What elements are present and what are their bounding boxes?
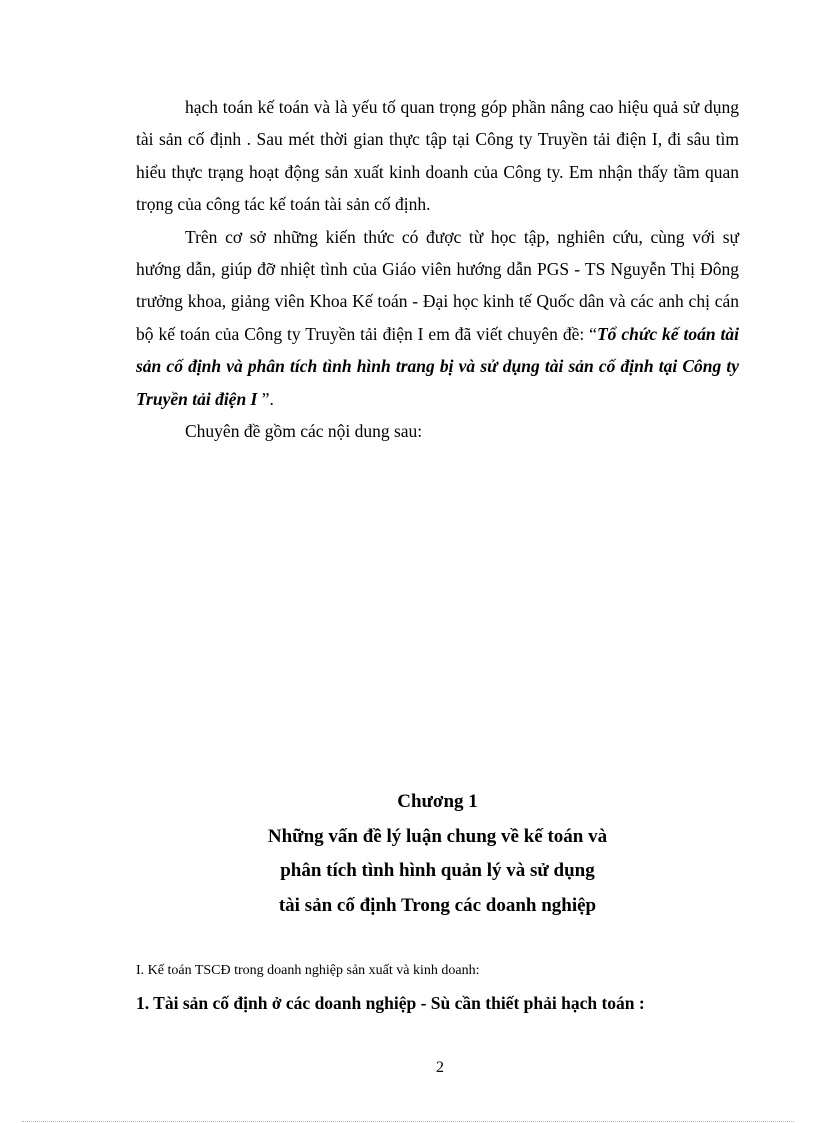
subsection-heading: 1. Tài sản cố định ở các doanh nghiệp - Sù cần thiết phải hạch toán : <box>136 993 645 1013</box>
chapter-number: Chương 1 <box>397 791 478 812</box>
section-heading: I. Kế toán TSCĐ trong doanh nghiệp sản xuất và kinh doanh: <box>136 963 480 978</box>
intro-paragraph-3: Chuyên đề gồm các nội dung sau: <box>185 421 423 442</box>
intro-paragraph-2-closing: ”. <box>257 388 274 409</box>
body-text <box>136 91 739 447</box>
chapter-title-line-2: phân tích tình hình quản lý và sử dụng <box>280 860 595 881</box>
chapter-title-line-1: Những vấn đề lý luận chung về kế toán và <box>267 825 608 847</box>
intro-paragraph-2 <box>136 221 739 415</box>
intro-paragraph-1: hạch toán kế toán và là yếu tố quan trọng góp phần nâng cao hiệu quả sử dụng tài sản cố định . Sau mét thời gian thực tập tại Công ty Truyền tải điện I, đi sâu tìm hiểu thực trạng hoạt động sản xuất kinh doanh của Công ty. Em nhận thấy tầm quan trọng của công tác kế toán tài sản cố định. <box>136 97 739 215</box>
page-edge-divider <box>22 1121 794 1122</box>
intro-paragraph-2-text: Trên cơ sở những kiến thức có được từ học tập, nghiên cứu, cùng với sự hướng dẫn, giúp đỡ nhiệt tình của Giáo viên hướng dẫn PGS - TS Nguyễn Thị Đông trưởng khoa, giảng viên Khoa Kế toán - Đại học kinh tế Quốc dân và các anh chị cán bộ kế toán của Công ty Truyền tải điện I em đã viết chuyên đề: “ <box>136 226 739 344</box>
chapter-heading <box>136 785 739 923</box>
page-number: 2 <box>436 1059 444 1076</box>
thesis-title: Tổ chức kế toán tài sản cố định và phân tích tình hình trang bị và sử dụng tài sản cố định tại Công ty Truyền tải điện I <box>136 323 739 409</box>
chapter-title-line-3: tài sản cố định Trong các doanh nghiệp <box>278 894 597 916</box>
